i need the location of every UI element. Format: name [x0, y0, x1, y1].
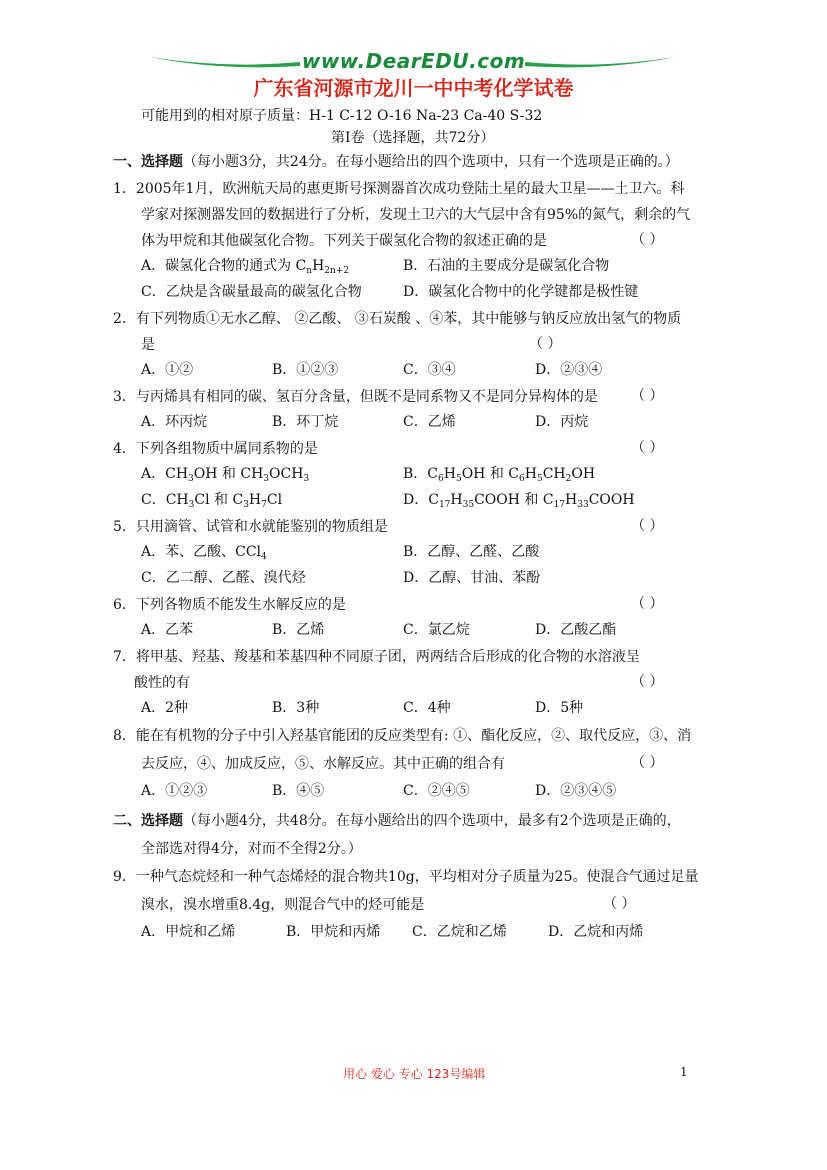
q4-d-p6: H [565, 492, 578, 508]
q5-option-a [141, 542, 267, 562]
q4-option-b [403, 464, 595, 484]
q9-option-d: D．乙烷和丙烯 [548, 924, 644, 940]
q4-a-p0: A．CH [141, 466, 189, 482]
q1-option-c: C．乙炔是含碳量最高的碳氢化合物 [141, 284, 362, 300]
q4-line1: 4．下列各组物质中属同系物的是 [113, 441, 318, 457]
q6-option-d: D．乙酸乙酯 [535, 622, 617, 638]
q4-c-s3: 3 [243, 500, 249, 510]
q8-line2: 去反应，④、加成反应，⑤、水解反应。其中正确的组合有 [141, 756, 505, 772]
section1-label: 一、选择题 [113, 154, 183, 170]
q2-answer-paren: （ ） [529, 336, 562, 352]
q2-option-a: A．①② [141, 362, 194, 378]
q3-answer-paren: （ ） [631, 388, 664, 404]
q2-option-d: D．②③④ [535, 362, 603, 378]
q1-a-h: H [312, 258, 325, 274]
q8-option-b: B．④⑤ [272, 783, 325, 799]
section2-desc: （每小题4分，共48分。在每小题给出的四个选项中，最多有2个选项是正确的， [183, 813, 681, 829]
q4-a-s5: 3 [303, 474, 310, 484]
q4-b-s9: 2 [565, 474, 572, 484]
q4-option-c [141, 490, 282, 510]
q4-b-p4: OH 和 C [461, 466, 519, 482]
q1-answer-paren: （ ） [631, 232, 664, 248]
q4-b-s7: 5 [536, 474, 543, 484]
q3-option-b: B．环丁烷 [272, 414, 339, 430]
q4-b-p2: H [443, 466, 456, 482]
q5-option-c: C．乙二醇、乙醛、溴代烃 [141, 570, 306, 586]
q4-d-p4: COOH 和 C [474, 492, 554, 508]
q4-a-p2: OH 和 CH [193, 466, 264, 482]
q4-d-p8: COOH [588, 492, 635, 508]
q4-d-s5: 17 [553, 500, 566, 510]
q8-option-d: D．②③④⑤ [535, 783, 617, 799]
q9-option-c: C．乙烷和乙烯 [412, 924, 507, 940]
section2-heading [113, 810, 681, 830]
q3-option-d: D．丙烷 [535, 414, 589, 430]
q4-a-s3: 3 [263, 474, 270, 484]
q4-b-p10: OH [571, 466, 596, 482]
q2-line1: 2．有下列物质①无水乙醇、 ②乙酸、 ③石炭酸 、④苯，其中能够与钠反应放出氢气的物质 [113, 311, 682, 327]
q9-answer-paren: （ ） [603, 896, 636, 912]
q5-option-d: D．乙醇、甘油、苯酚 [403, 570, 541, 586]
q4-b-s1: 6 [438, 474, 444, 484]
q4-answer-paren: （ ） [631, 440, 664, 456]
q4-b-p0: B．C [403, 466, 438, 482]
q1-a-sub-n: n [306, 266, 313, 276]
q4-d-p0: D．C [403, 492, 439, 508]
volume-heading: 第Ⅰ卷（选择题，共72分） [331, 130, 495, 146]
q4-a-s1: 3 [188, 474, 194, 484]
q4-d-s3: 35 [462, 500, 475, 510]
q5-line1: 5．只用滴管、试管和水就能鉴别的物质组是 [113, 519, 388, 535]
q7-line1: 7．将甲基、羟基、羧基和苯基四种不同原子团，两两结合后形成的化合物的水溶液呈 [113, 649, 640, 665]
q1-option-b: B．石油的主要成分是碳氢化合物 [403, 258, 610, 274]
q7-option-c: C．4种 [403, 700, 451, 716]
footer-text: 用心 爱心 专心 123号编辑 [343, 1067, 486, 1081]
q9-option-b: B．甲烷和丙烯 [286, 924, 381, 940]
q4-b-s3: 5 [455, 474, 462, 484]
q4-b-p6: H [524, 466, 537, 482]
q6-option-c: C．氯乙烷 [403, 622, 470, 638]
q1-a-text: A．碳氢化合物的通式为 C [141, 258, 307, 274]
q7-option-b: B．3种 [272, 700, 320, 716]
q1-option-d: D．碳氢化合物中的化学键都是极性键 [403, 284, 639, 300]
section2-label: 二、选择题 [113, 813, 183, 829]
q6-answer-paren: （ ） [631, 596, 664, 612]
q7-answer-paren: （ ） [631, 674, 664, 690]
q4-option-a [141, 464, 309, 484]
q7-option-a: A．2种 [141, 700, 189, 716]
q3-option-c: C．乙烯 [403, 414, 456, 430]
q4-option-d [403, 490, 635, 510]
q4-a-p4: OCH [269, 466, 304, 482]
q9-line2: 溴水，溴水增重8.4g，则混合气中的烃可能是 [141, 897, 425, 913]
q4-b-s5: 6 [519, 474, 525, 484]
q4-c-p6: Cl [266, 492, 283, 508]
q7-option-d: D．5种 [535, 700, 584, 716]
q8-option-c: C．②④⑤ [403, 783, 470, 799]
q8-answer-paren: （ ） [631, 755, 664, 771]
q4-c-p4: H [248, 492, 262, 508]
site-logo-text: www.DearEDU.com [301, 49, 526, 73]
q4-c-s5: 7 [261, 500, 267, 510]
page-number: 1 [680, 1065, 688, 1079]
q5-a-text: A．苯、乙酸、CCl [141, 544, 262, 560]
q6-line1: 6．下列各物质不能发生水解反应的是 [113, 597, 346, 613]
q4-d-p2: H [450, 492, 463, 508]
q4-c-s1: 3 [188, 500, 195, 510]
q6-option-a: A．乙苯 [141, 622, 194, 638]
q1-line2: 学家对探测器发回的数据进行了分析，发现土卫六的大气层中含有95%的氮气，剩余的气 [141, 207, 691, 223]
q5-option-b: B．乙醇、乙醛、乙酸 [403, 544, 540, 560]
q4-d-s1: 17 [438, 500, 451, 510]
section1-heading [113, 151, 679, 171]
page-title: 广东省河源市龙川一中中考化学试卷 [253, 76, 574, 100]
q9-line1: 9．一种气态烷烃和一种气态烯烃的混合物共10g，平均相对分子质量为25。使混合气通过足量 [113, 869, 699, 885]
q5-a-sub: 4 [261, 552, 267, 562]
atomic-masses: 可能用到的相对原子质量：H-1 C-12 O-16 Na-23 Ca-40 S-32 [141, 108, 543, 124]
q4-c-p2: Cl 和 C [194, 492, 244, 508]
q3-option-a: A．环丙烷 [141, 414, 208, 430]
q2-line2: 是 [141, 337, 155, 353]
q9-option-a: A．甲烷和乙烯 [141, 924, 236, 940]
q8-option-a: A．①②③ [141, 783, 208, 799]
section1-desc: （每小题3分，共24分。在每小题给出的四个选项中，只有一个选项是正确的。） [183, 154, 679, 170]
q2-option-b: B．①②③ [272, 362, 339, 378]
q1-option-a [141, 256, 349, 276]
q5-answer-paren: （ ） [631, 518, 664, 534]
q4-d-s7: 33 [577, 500, 589, 510]
q3-line1: 3．与丙烯具有相同的碳、氢百分含量，但既不是同系物又不是同分异构体的是 [113, 389, 598, 405]
q4-c-p0: C．CH [141, 492, 189, 508]
section2-desc-line2: 全部选对得4分，对而不全得2分。） [141, 841, 362, 857]
q1-a-sub: 2n+2 [324, 266, 350, 276]
q2-option-c: C．③④ [403, 362, 456, 378]
q6-option-b: B．乙烯 [272, 622, 325, 638]
q7-line2: 酸性的有 [134, 675, 190, 691]
q8-line1: 8．能在有机物的分子中引入羟基官能团的反应类型有: ①、酯化反应，②、取代反应，③、消 [113, 728, 692, 744]
q1-line3: 体为甲烷和其他碳氢化合物。下列关于碳氢化合物的叙述正确的是 [141, 233, 547, 249]
q1-line1: 1．2005年1月，欧洲航天局的惠更斯号探测器首次成功登陆土星的最大卫星——土卫六。科 [113, 181, 685, 197]
q4-b-p8: CH [542, 466, 566, 482]
